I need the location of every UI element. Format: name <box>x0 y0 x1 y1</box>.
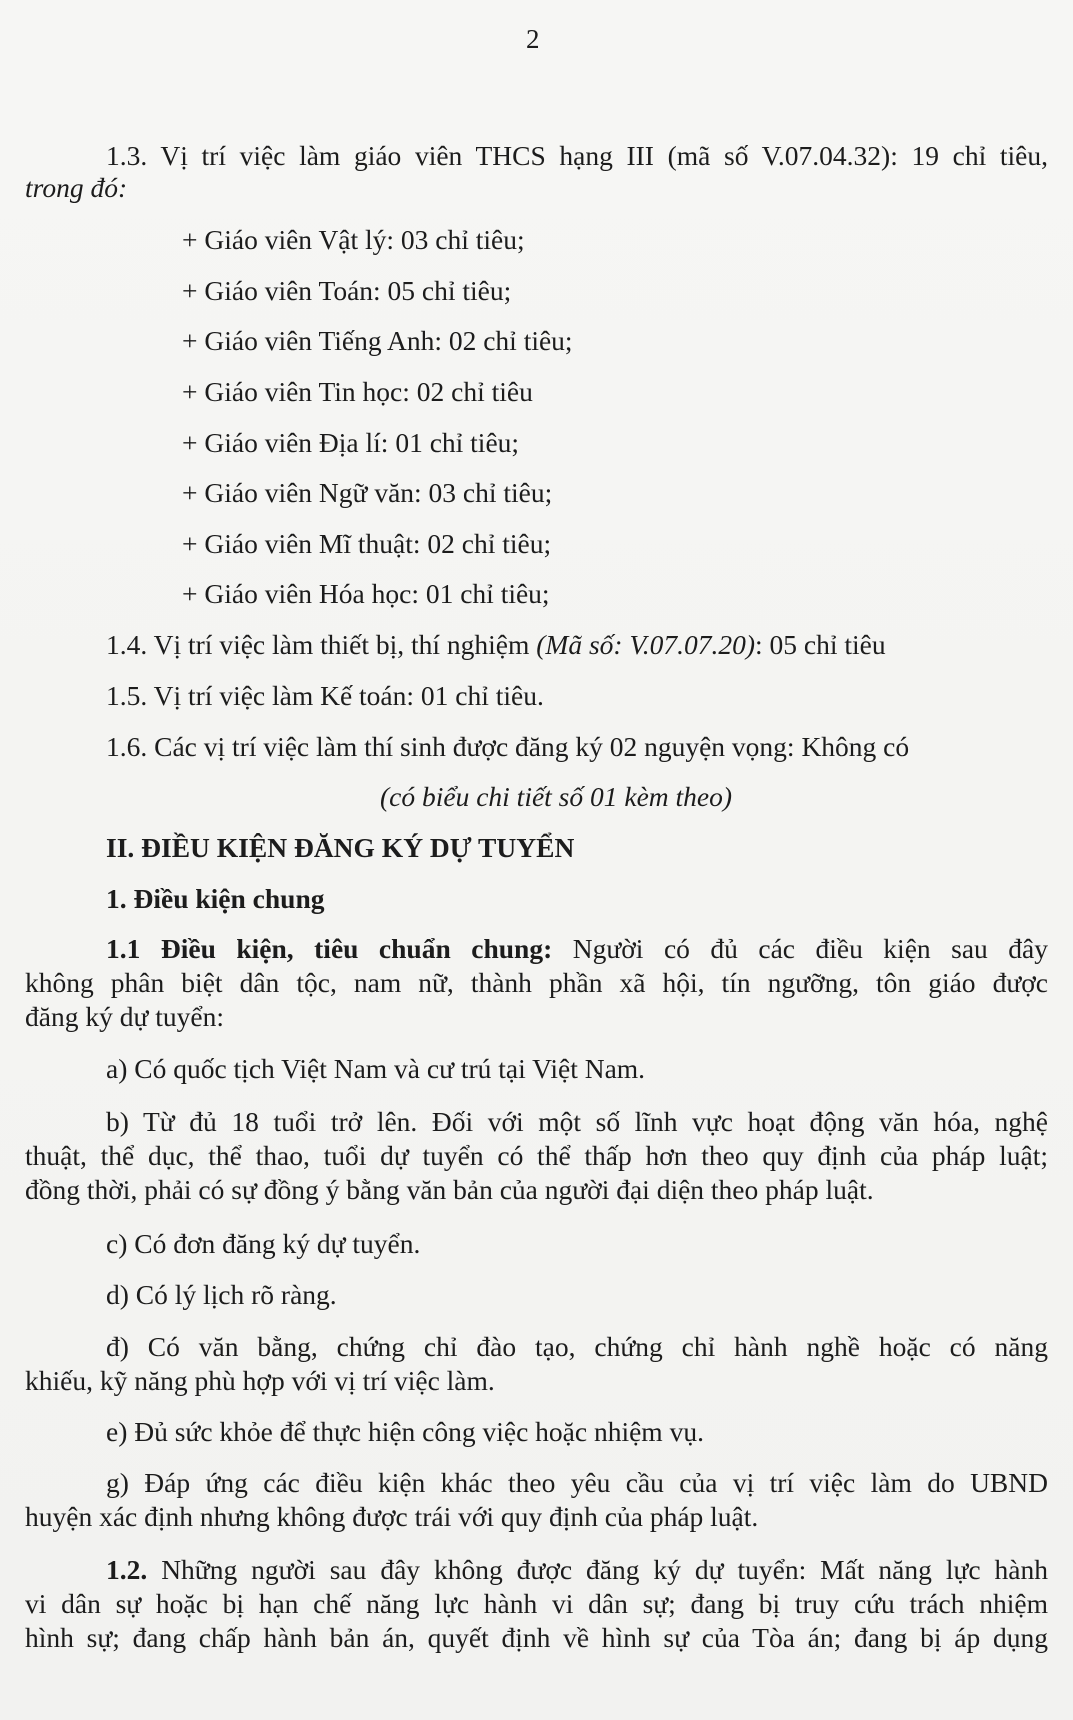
subject-item-math: + Giáo viên Toán: 05 chỉ tiêu; <box>182 275 512 306</box>
section-1-2-label: 1.2. <box>106 1554 148 1585</box>
section-1-3-line-2: trong đó: <box>25 172 128 203</box>
condition-d: d) Có lý lịch rõ ràng. <box>106 1279 337 1310</box>
condition-b-line-2: thuật, thể dục, thể thao, tuổi dự tuyển có thể thấp hơn theo quy định của pháp luật; <box>25 1140 1048 1171</box>
condition-c: c) Có đơn đăng ký dự tuyển. <box>106 1228 421 1259</box>
section-1-1-line-3: đăng ký dự tuyển: <box>25 1001 224 1032</box>
section-1-4-code: (Mã số: V.07.07.20) <box>536 629 755 660</box>
attachment-note: (có biểu chi tiết số 01 kèm theo) <box>380 781 733 812</box>
subject-item-fine-arts: + Giáo viên Mĩ thuật: 02 chỉ tiêu; <box>182 528 552 559</box>
condition-b-line-1: b) Từ đủ 18 tuổi trở lên. Đối với một số lĩnh vực hoạt động văn hóa, nghệ <box>106 1106 1048 1137</box>
section-1-1-line-1 <box>106 935 1048 963</box>
subject-item-informatics: + Giáo viên Tin học: 02 chỉ tiêu <box>182 376 533 407</box>
section-1-4 <box>106 631 886 659</box>
subject-item-geography: + Giáo viên Địa lí: 01 chỉ tiêu; <box>182 427 520 458</box>
page-number: 2 <box>526 24 540 54</box>
heading-section-II: II. ĐIỀU KIỆN ĐĂNG KÝ DỰ TUYỂN <box>106 832 575 863</box>
section-1-6: 1.6. Các vị trí việc làm thí sinh được đăng ký 02 nguyện vọng: Không có <box>106 731 910 762</box>
condition-e: e) Đủ sức khỏe để thực hiện công việc hoặc nhiệm vụ. <box>106 1416 704 1447</box>
heading-general-conditions: 1. Điều kiện chung <box>106 883 325 914</box>
section-1-1-line-1-rest: Người có đủ các điều kiện sau đây <box>552 933 1048 964</box>
condition-dd-line-1: đ) Có văn bằng, chứng chỉ đào tạo, chứng chỉ hành nghề hoặc có năng <box>106 1331 1048 1362</box>
section-1-2-line-1-rest: Những người sau đây không được đăng ký dự tuyển: Mất năng lực hành <box>147 1554 1048 1585</box>
section-1-5: 1.5. Vị trí việc làm Kế toán: 01 chỉ tiêu. <box>106 680 544 711</box>
section-1-2-line-2: vi dân sự hoặc bị hạn chế năng lực hành vi dân sự; đang bị truy cứu trách nhiệm <box>25 1588 1048 1619</box>
section-1-4-prefix: 1.4. Vị trí việc làm thiết bị, thí nghiệm <box>106 629 537 660</box>
subject-item-chemistry: + Giáo viên Hóa học: 01 chỉ tiêu; <box>182 578 550 609</box>
subject-item-english: + Giáo viên Tiếng Anh: 02 chỉ tiêu; <box>182 325 573 356</box>
subject-item-physics: + Giáo viên Vật lý: 03 chỉ tiêu; <box>182 224 525 255</box>
condition-b-line-3: đồng thời, phải có sự đồng ý bằng văn bản của người đại diện theo pháp luật. <box>25 1174 874 1205</box>
section-1-4-suffix: : 05 chỉ tiêu <box>754 629 886 660</box>
section-1-2-line-1 <box>106 1556 1048 1584</box>
condition-g-line-2: huyện xác định nhưng không được trái với quy định của pháp luật. <box>25 1501 759 1532</box>
section-1-3-line-1: 1.3. Vị trí việc làm giáo viên THCS hạng III (mã số V.07.04.32): 19 chỉ tiêu, <box>106 140 1048 171</box>
section-1-1-label: 1.1 Điều kiện, tiêu chuẩn chung: <box>106 933 553 964</box>
section-1-2-line-3: hình sự; đang chấp hành bản án, quyết định về hình sự của Tòa án; đang bị áp dụng <box>25 1622 1048 1653</box>
condition-a: a) Có quốc tịch Việt Nam và cư trú tại Việt Nam. <box>106 1053 646 1084</box>
subject-item-literature: + Giáo viên Ngữ văn: 03 chỉ tiêu; <box>182 477 553 508</box>
condition-dd-line-2: khiếu, kỹ năng phù hợp với vị trí việc làm. <box>25 1365 495 1396</box>
section-1-1-line-2: không phân biệt dân tộc, nam nữ, thành phần xã hội, tín ngưỡng, tôn giáo được <box>25 967 1048 998</box>
condition-g-line-1: g) Đáp ứng các điều kiện khác theo yêu cầu của vị trí việc làm do UBND <box>106 1467 1048 1498</box>
